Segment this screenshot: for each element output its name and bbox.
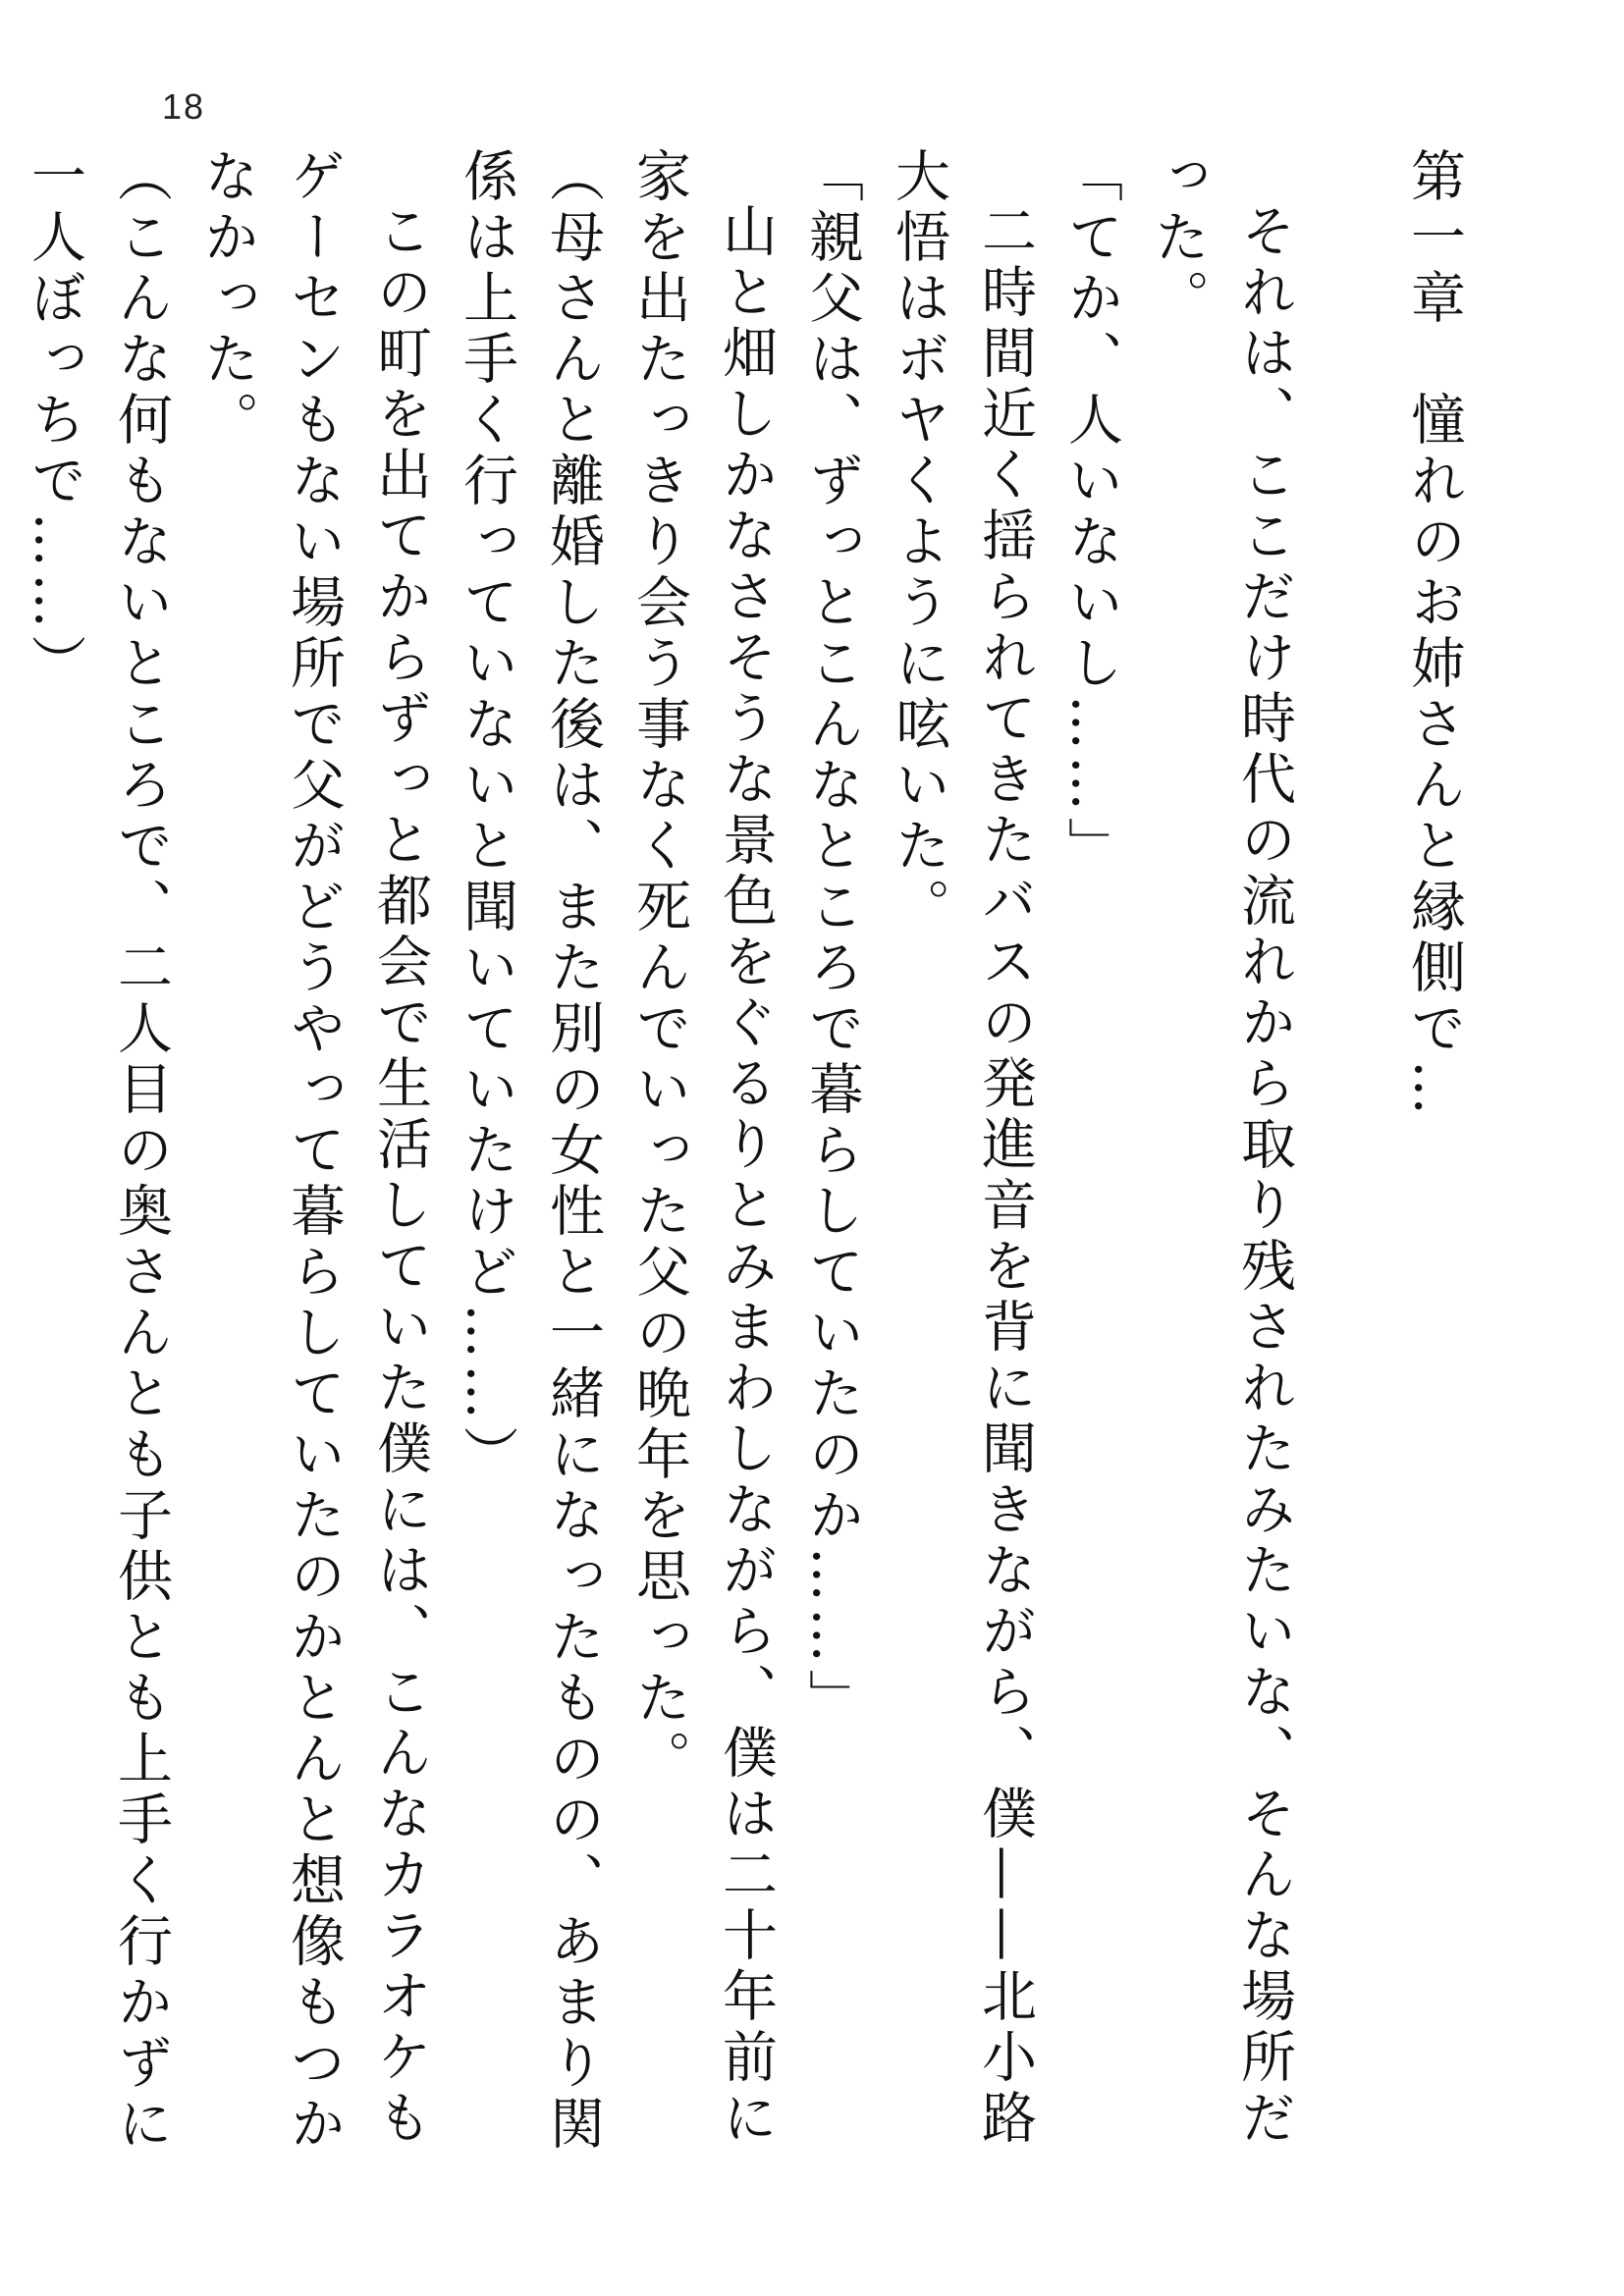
inner-thought: （母さんと離婚した後は、また別の女性と一緒になったものの、あまり関係は上手く行っていないと聞いていたけど……） [455,147,605,2156]
body-text [23,147,1477,2189]
inner-thought: （こんな何もないところで、二人目の奥さんとも子供とも上手く行かずに一人ぼっちで……） [23,147,173,2156]
paragraph: この町を出てからずっと都会で生活していた僕には、こんなカラオケもゲーセンもない場所で父がどうやって暮らしていたのかとんと想像もつかなかった。 [195,147,432,2156]
chapter-title: 第一章 憧れのお姉さんと縁側で… [1402,147,1466,1121]
page-number: 18 [162,86,206,127]
paragraph: それは、ここだけ時代の流れから取り残されたみたいな、そんな場所だった。 [1146,147,1296,2150]
dialogue-line: 「てか、人いないし……」 [1059,147,1123,878]
dialogue-line: 「親父は、ずっとこんなところで暮らしていたのか……」 [800,147,864,1730]
paragraph: 二時間近く揺られてきたバスの発進音を背に聞きながら、僕——北小路大悟はボヤくように呟いた。 [887,147,1037,2150]
paragraph: 山と畑しかなさそうな景色をぐるりとみまわしながら、僕は二十年前に家を出たっきり会う事なく死んでいった父の晩年を思った。 [627,147,778,2150]
